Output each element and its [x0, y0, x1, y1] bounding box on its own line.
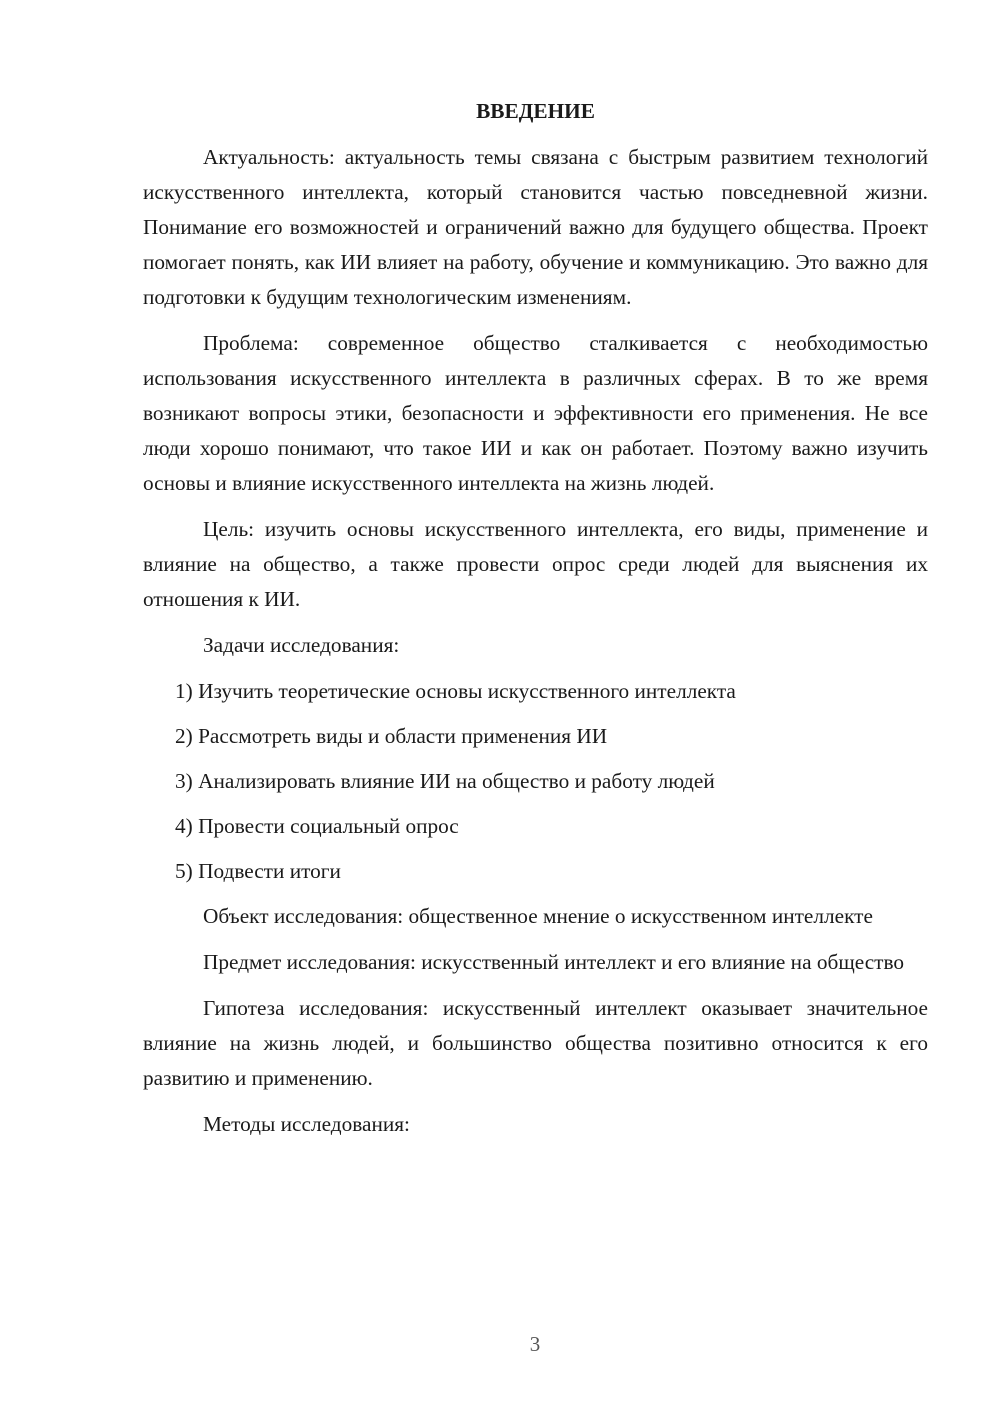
page-title: ВВЕДЕНИЕ	[476, 99, 595, 123]
paragraph-relevance: Актуальность: актуальность темы связана с быстрым развитием технологий искусственного интеллекта, который становится частью повседневной жизни. Понимание его возможностей и ограничений важно для будущего общества. Проект помогает понять, как ИИ влияет на работу, обучение и коммуникацию. Это важно для подготовки к будущим технологическим изменениям.	[143, 145, 928, 309]
paragraph-problem: Проблема: современное общество сталкивается с необходимостью использования искусственного интеллекта в различных сферах. В то же время возникают вопросы этики, безопасности и эффективности его применения. Не все люди хорошо понимают, что такое ИИ и как он работает. Поэтому важно изучить основы и влияние искусственного интеллекта на жизнь людей.	[143, 331, 928, 495]
paragraph-object: Объект исследования: общественное мнение о искусственном интеллекте	[203, 904, 873, 928]
list-item: 1) Изучить теоретические основы искусственного интеллекта	[175, 679, 736, 703]
page-number: 3	[529, 1332, 541, 1356]
tasks-list	[143, 674, 928, 889]
paragraph-goal: Цель: изучить основы искусственного интеллекта, его виды, применение и влияние на общество, а также провести опрос среди людей для выяснения их отношения к ИИ.	[143, 517, 928, 611]
list-item: 4) Провести социальный опрос	[175, 814, 459, 838]
tasks-heading: Задачи исследования:	[203, 633, 400, 657]
document-page	[143, 96, 928, 1153]
paragraph-hypothesis: Гипотеза исследования: искусственный интеллект оказывает значительное влияние на жизнь людей, и большинство общества позитивно относится к его развитию и применению.	[143, 996, 928, 1090]
paragraph-subject: Предмет исследования: искусственный интеллект и его влияние на общество	[203, 950, 905, 974]
list-item: 5) Подвести итоги	[175, 859, 341, 883]
methods-heading: Методы исследования:	[203, 1112, 410, 1136]
list-item: 3) Анализировать влияние ИИ на общество и работу людей	[175, 769, 715, 793]
list-item: 2) Рассмотреть виды и области применения ИИ	[175, 724, 608, 748]
